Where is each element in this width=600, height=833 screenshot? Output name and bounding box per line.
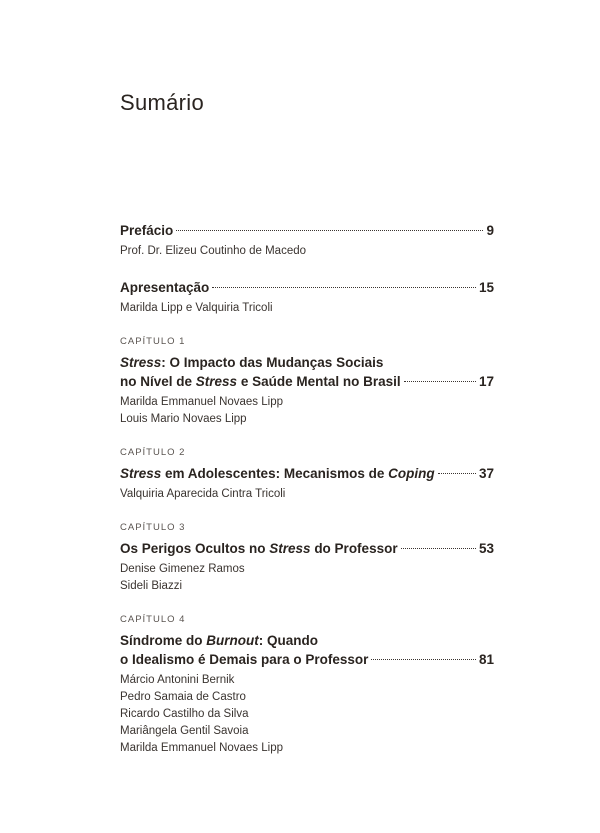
title-segment: Prefácio — [120, 223, 174, 238]
chapter-label: CAPÍTULO 2 — [120, 447, 186, 458]
title-segment: : O Impacto das Mudanças Sociais — [161, 355, 384, 370]
author-name: Louis Mario Novaes Lipp — [120, 413, 247, 425]
toc-entry — [120, 613, 494, 757]
toc-entry — [120, 335, 494, 428]
page-title: Sumário — [120, 90, 205, 115]
title-segment: : Quando — [258, 633, 318, 648]
author-name: Sideli Biazzi — [120, 580, 182, 592]
author-list — [120, 243, 494, 260]
page-number: 17 — [478, 374, 494, 389]
author-name: Marilda Emmanuel Novaes Lipp — [120, 396, 283, 408]
chapter-label: CAPÍTULO 3 — [120, 522, 186, 533]
author-name: Marilda Emmanuel Novaes Lipp — [120, 742, 283, 754]
dot-leader — [438, 473, 476, 474]
toc-title-line[interactable] — [120, 278, 494, 297]
toc-title-line[interactable] — [120, 631, 494, 650]
author-name: Denise Gimenez Ramos — [120, 563, 245, 575]
author-name: Mariângela Gentil Savoia — [120, 725, 249, 737]
page-number: 81 — [478, 652, 494, 667]
toc-title-text — [120, 464, 435, 483]
title-segment: Stress — [195, 374, 238, 389]
author-list — [120, 486, 494, 503]
title-segment: Apresentação — [120, 280, 210, 295]
title-segment: Os Perigos Ocultos no — [120, 541, 270, 556]
author-name: Márcio Antonini Bernik — [120, 674, 235, 686]
title-segment: Burnout — [206, 633, 259, 648]
toc-entry — [120, 446, 494, 503]
page-number: 9 — [486, 223, 494, 238]
title-segment: Coping — [388, 466, 435, 481]
toc-title-line[interactable] — [120, 650, 494, 669]
toc-title-text — [120, 353, 383, 372]
dot-leader — [401, 548, 476, 549]
toc-entry — [120, 521, 494, 595]
toc-title-text — [120, 221, 173, 240]
author-name: Marilda Lipp e Valquiria Tricoli — [120, 302, 273, 314]
author-list — [120, 561, 494, 595]
title-segment: no Nível de — [120, 374, 196, 389]
toc-entry — [120, 278, 494, 317]
toc-title-line[interactable] — [120, 353, 494, 372]
dot-leader — [371, 659, 476, 660]
author-list — [120, 394, 494, 428]
title-segment: o Idealismo é Demais para o Professor — [120, 652, 369, 667]
title-segment: Stress — [269, 541, 311, 556]
author-name: Valquiria Aparecida Cintra Tricoli — [120, 488, 286, 500]
title-segment: e Saúde Mental no Brasil — [237, 374, 401, 389]
title-segment: Stress — [120, 355, 162, 370]
title-segment: do Professor — [310, 541, 398, 556]
dot-leader — [176, 230, 483, 231]
toc-title-line[interactable] — [120, 372, 494, 391]
toc-title-line[interactable] — [120, 539, 494, 558]
chapter-label: CAPÍTULO 1 — [120, 336, 186, 347]
author-name: Prof. Dr. Elizeu Coutinho de Macedo — [120, 245, 307, 257]
page-number: 37 — [478, 466, 494, 481]
dot-leader — [212, 287, 476, 288]
author-list — [120, 672, 494, 757]
toc-title-text — [120, 278, 209, 297]
dot-leader — [404, 381, 476, 382]
page-number: 53 — [478, 541, 494, 556]
title-segment: Síndrome do — [120, 633, 207, 648]
toc-title-line[interactable] — [120, 221, 494, 240]
table-of-contents — [120, 221, 494, 775]
toc-title-text — [120, 372, 401, 391]
toc-entry — [120, 221, 494, 260]
author-list — [120, 300, 494, 317]
toc-title-text — [120, 650, 368, 669]
author-name: Ricardo Castilho da Silva — [120, 708, 249, 720]
page-number: 15 — [478, 280, 494, 295]
chapter-label: CAPÍTULO 4 — [120, 614, 186, 625]
author-name: Pedro Samaia de Castro — [120, 691, 246, 703]
toc-title-text — [120, 539, 398, 558]
title-segment: em Adolescentes: Mecanismos de — [161, 466, 389, 481]
toc-title-line[interactable] — [120, 464, 494, 483]
toc-title-text — [120, 631, 318, 650]
title-segment: Stress — [120, 466, 162, 481]
